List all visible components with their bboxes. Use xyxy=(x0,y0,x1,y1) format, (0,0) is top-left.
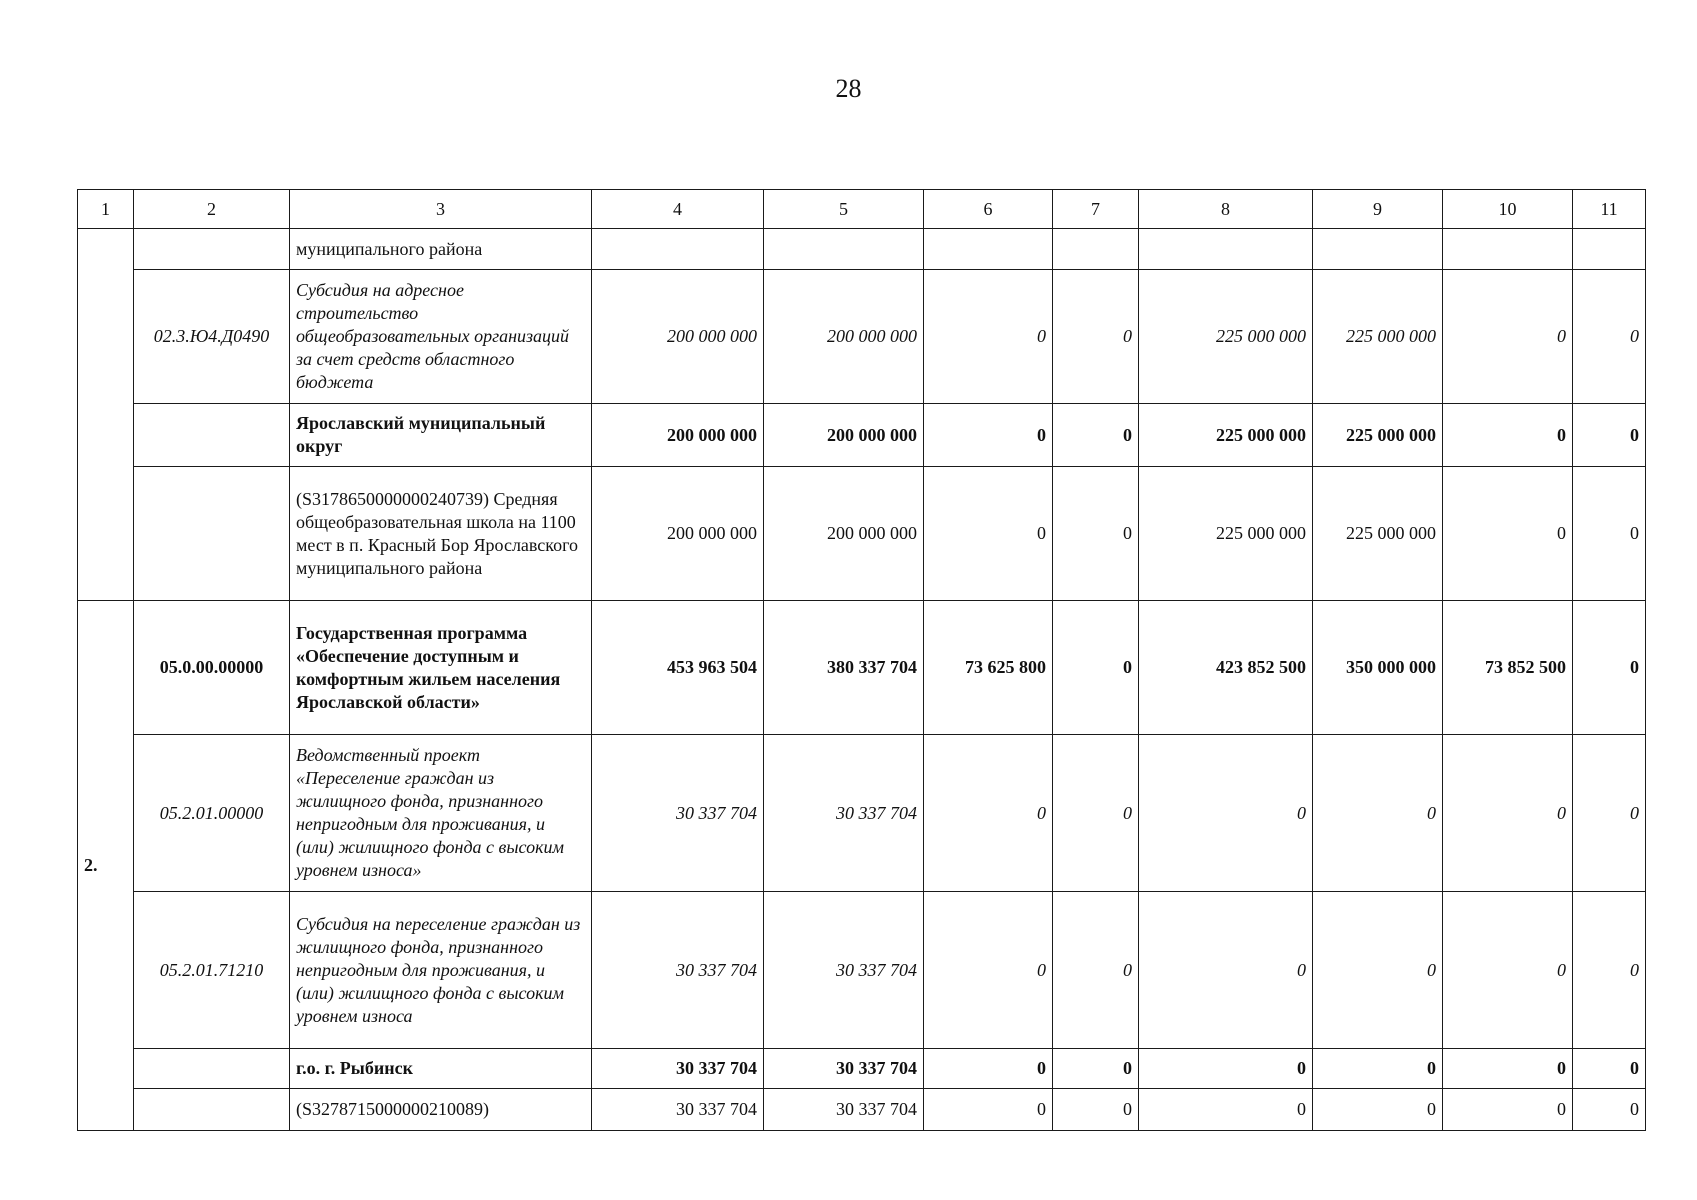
row-value: 30 337 704 xyxy=(592,892,764,1049)
row-value: 30 337 704 xyxy=(764,1049,924,1089)
header-row xyxy=(78,190,1646,229)
row-value: 0 xyxy=(1053,467,1139,601)
row-value: 73 625 800 xyxy=(924,601,1053,735)
table-row xyxy=(78,270,1646,404)
row-value: 0 xyxy=(1443,270,1573,404)
column-header: 5 xyxy=(764,190,924,229)
row-value: 0 xyxy=(1139,892,1313,1049)
row-value: 423 852 500 xyxy=(1139,601,1313,735)
row-value: 0 xyxy=(1053,601,1139,735)
column-header: 9 xyxy=(1313,190,1443,229)
row-value: 0 xyxy=(1443,892,1573,1049)
column-header: 10 xyxy=(1443,190,1573,229)
row-value: 0 xyxy=(1443,467,1573,601)
row-value: 0 xyxy=(1313,735,1443,892)
row-value: 200 000 000 xyxy=(764,467,924,601)
row-value: 30 337 704 xyxy=(764,892,924,1049)
row-value: 30 337 704 xyxy=(592,735,764,892)
column-header: 4 xyxy=(592,190,764,229)
row-value: 0 xyxy=(1053,404,1139,467)
row-value: 225 000 000 xyxy=(1313,467,1443,601)
row-value: 0 xyxy=(924,735,1053,892)
row-value: 350 000 000 xyxy=(1313,601,1443,735)
row-name: муниципального района xyxy=(290,229,592,270)
column-header: 1 xyxy=(78,190,134,229)
row-value: 200 000 000 xyxy=(764,270,924,404)
row-value: 200 000 000 xyxy=(592,467,764,601)
row-value: 225 000 000 xyxy=(1139,404,1313,467)
row-value: 0 xyxy=(924,892,1053,1049)
page-number: 28 xyxy=(835,74,862,103)
row-value: 0 xyxy=(1573,601,1646,735)
row-value: 30 337 704 xyxy=(592,1089,764,1131)
row-value: 73 852 500 xyxy=(1443,601,1573,735)
row-code xyxy=(134,1089,290,1131)
row-value: 0 xyxy=(1443,1089,1573,1131)
row-index: 2. xyxy=(78,601,134,1131)
row-value: 0 xyxy=(1053,270,1139,404)
row-value: 225 000 000 xyxy=(1313,404,1443,467)
column-header: 3 xyxy=(290,190,592,229)
row-value: 0 xyxy=(1573,1089,1646,1131)
row-name: (S3278715000000210089) xyxy=(290,1089,592,1131)
row-value: 0 xyxy=(1573,735,1646,892)
row-value: 0 xyxy=(1313,1049,1443,1089)
row-value xyxy=(1139,229,1313,270)
table-row xyxy=(78,892,1646,1049)
row-name: Государственная программа «Обеспечение доступным и комфортным жильем населения Ярославской области» xyxy=(290,601,592,735)
column-header: 8 xyxy=(1139,190,1313,229)
row-value: 0 xyxy=(1443,1049,1573,1089)
row-value: 0 xyxy=(1139,1049,1313,1089)
row-value xyxy=(1573,229,1646,270)
row-value xyxy=(924,229,1053,270)
row-value: 453 963 504 xyxy=(592,601,764,735)
row-name: Субсидия на адресное строительство общеобразовательных организаций за счет средств областного бюджета xyxy=(290,270,592,404)
row-name: Ведомственный проект «Переселение граждан из жилищного фонда, признанного непригодным для проживания, и (или) жилищного фонда с высоким уровнем износа» xyxy=(290,735,592,892)
table-row xyxy=(78,735,1646,892)
row-code xyxy=(134,404,290,467)
row-value xyxy=(592,229,764,270)
row-code xyxy=(134,1049,290,1089)
row-code xyxy=(134,229,290,270)
row-value: 0 xyxy=(1443,404,1573,467)
row-name: Ярославский муниципальный округ xyxy=(290,404,592,467)
row-value: 0 xyxy=(1313,892,1443,1049)
row-value: 30 337 704 xyxy=(764,735,924,892)
row-value: 200 000 000 xyxy=(592,404,764,467)
table-row xyxy=(78,1049,1646,1089)
row-value: 0 xyxy=(1573,1049,1646,1089)
row-value: 225 000 000 xyxy=(1139,270,1313,404)
row-name: г.о. г. Рыбинск xyxy=(290,1049,592,1089)
row-value: 0 xyxy=(1443,735,1573,892)
row-value: 0 xyxy=(1573,270,1646,404)
row-value: 0 xyxy=(1313,1089,1443,1131)
row-value: 0 xyxy=(1053,1089,1139,1131)
row-value: 0 xyxy=(1573,404,1646,467)
row-value: 0 xyxy=(1139,1089,1313,1131)
row-value: 200 000 000 xyxy=(592,270,764,404)
row-value xyxy=(764,229,924,270)
table-row xyxy=(78,404,1646,467)
row-value: 0 xyxy=(1139,735,1313,892)
table-row xyxy=(78,467,1646,601)
row-index-cell xyxy=(78,229,134,601)
row-code xyxy=(134,467,290,601)
row-value: 30 337 704 xyxy=(764,1089,924,1131)
row-value: 0 xyxy=(1053,892,1139,1049)
row-value: 200 000 000 xyxy=(764,404,924,467)
row-value: 225 000 000 xyxy=(1313,270,1443,404)
row-code: 05.2.01.71210 xyxy=(134,892,290,1049)
row-value: 0 xyxy=(924,1089,1053,1131)
row-name: Субсидия на переселение граждан из жилищного фонда, признанного непригодным для проживания, и (или) жилищного фонда с высоким уровнем износа xyxy=(290,892,592,1049)
row-value xyxy=(1053,229,1139,270)
row-value xyxy=(1313,229,1443,270)
row-value: 0 xyxy=(1053,1049,1139,1089)
row-value: 0 xyxy=(924,404,1053,467)
budget-table xyxy=(77,189,1646,1131)
row-value: 0 xyxy=(1573,467,1646,601)
row-value: 0 xyxy=(924,270,1053,404)
row-value: 380 337 704 xyxy=(764,601,924,735)
row-value: 225 000 000 xyxy=(1139,467,1313,601)
column-header: 7 xyxy=(1053,190,1139,229)
row-value: 0 xyxy=(1573,892,1646,1049)
row-value: 0 xyxy=(924,1049,1053,1089)
column-header: 11 xyxy=(1573,190,1646,229)
row-code: 05.0.00.00000 xyxy=(134,601,290,735)
row-code: 02.3.Ю4.Д0490 xyxy=(134,270,290,404)
row-value: 30 337 704 xyxy=(592,1049,764,1089)
row-name: (S3178650000000240739) Средняя общеобразовательная школа на 1100 мест в п. Красный Бор Ярославского муниципального района xyxy=(290,467,592,601)
row-value: 0 xyxy=(1053,735,1139,892)
row-value: 0 xyxy=(924,467,1053,601)
table-row xyxy=(78,1089,1646,1131)
row-code: 05.2.01.00000 xyxy=(134,735,290,892)
table-row xyxy=(78,229,1646,270)
row-value xyxy=(1443,229,1573,270)
column-header: 6 xyxy=(924,190,1053,229)
table-row xyxy=(78,601,1646,735)
column-header: 2 xyxy=(134,190,290,229)
